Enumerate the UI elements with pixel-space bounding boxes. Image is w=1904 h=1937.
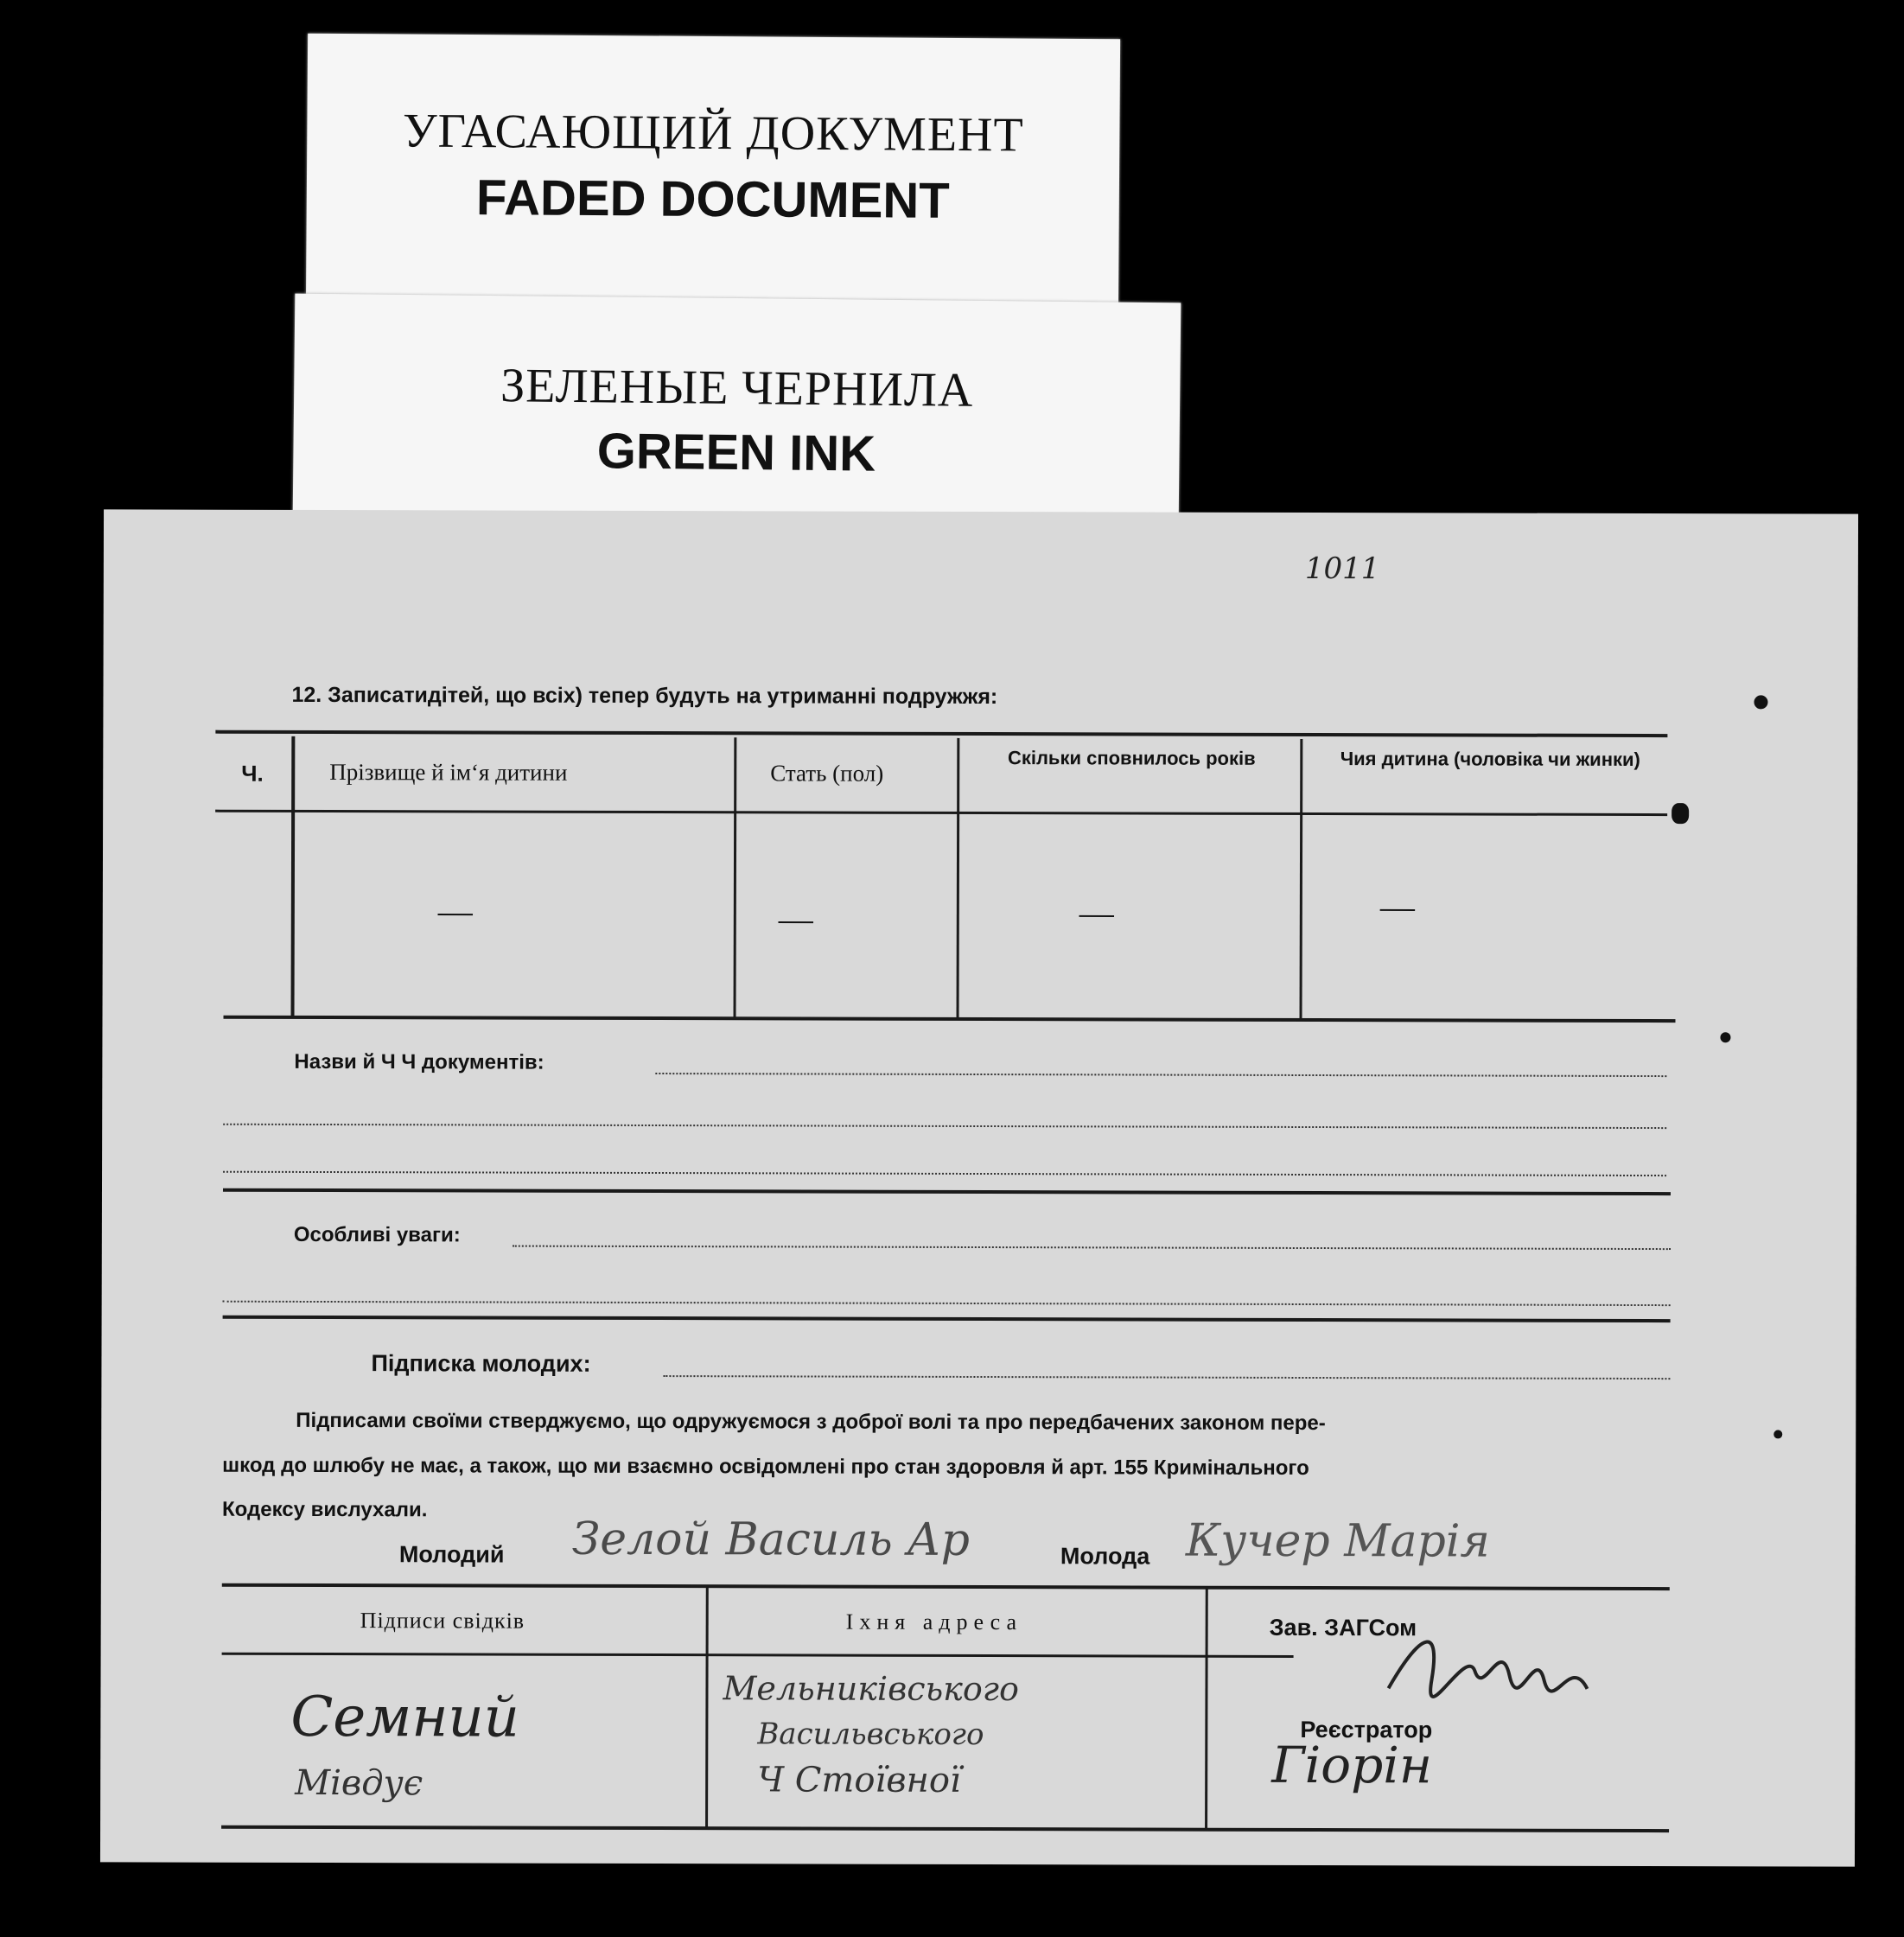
notes-line <box>223 1301 1671 1306</box>
address-line-2: Васильвського <box>757 1717 984 1753</box>
page-mark: 1011 <box>1304 551 1380 587</box>
faded-document-label-en: FADED DOCUMENT <box>475 169 950 229</box>
faded-document-label-ru: УГАСАЮЩИЙ ДОКУМЕНТ <box>402 104 1024 162</box>
witness-col-divider <box>705 1587 709 1829</box>
declaration-line-2: шкод до шлюбу не має, а також, що ми взаємно освідомлені про стан здоровля й арт. 155 Кримінального <box>222 1453 1309 1481</box>
documents-line <box>223 1124 1666 1129</box>
table-bottom-rule <box>224 1016 1676 1023</box>
groom-value: Зелой Василь Ар <box>571 1513 971 1566</box>
groom-label: Молодий <box>398 1541 505 1568</box>
table-top-rule <box>215 730 1667 737</box>
table-col-divider <box>957 738 960 1019</box>
bride-value: Кучер Марія <box>1185 1514 1490 1568</box>
table-col-divider <box>734 737 737 1018</box>
documents-label: Назви й Ч Ч документів: <box>294 1049 544 1074</box>
address-line-3: Ч Стоївної <box>757 1760 961 1800</box>
table-cell-sex: — <box>778 899 813 939</box>
table-header-whose-child: Чия дитина (чоловіка чи жинки) <box>1340 748 1640 771</box>
green-ink-label-ru: ЗЕЛЕНЫЕ ЧЕРНИЛА <box>500 359 974 417</box>
green-ink-label-card <box>293 294 1181 528</box>
table-header-child-name: Прізвище й ім‘я дитини <box>329 759 568 786</box>
table-header-sex: Стать (пол) <box>770 760 884 787</box>
signature-line <box>663 1375 1670 1379</box>
punch-hole-icon <box>1773 1430 1782 1438</box>
address-column-header: Іхня адреса <box>845 1609 1023 1635</box>
section-rule <box>223 1188 1671 1195</box>
punch-hole-icon <box>1754 695 1767 709</box>
table-col-divider <box>291 736 296 1017</box>
witness-bottom-rule <box>221 1825 1669 1832</box>
table-col-divider <box>1300 739 1303 1020</box>
green-ink-label-en: GREEN INK <box>596 423 876 482</box>
section-rule <box>223 1316 1671 1322</box>
notes-line <box>513 1246 1671 1251</box>
table-header-rule <box>215 810 1667 816</box>
documents-line <box>655 1073 1666 1077</box>
witness-signature-2: Мівдує <box>295 1762 423 1804</box>
notes-label: Особливі уваги: <box>293 1222 461 1247</box>
signature-heading: Підписка молодих: <box>371 1350 591 1377</box>
punch-hole-icon <box>1720 1032 1730 1042</box>
punch-hole-icon <box>1672 803 1689 824</box>
documents-line <box>223 1171 1666 1176</box>
table-header-age: Скільки сповнилось років <box>1007 747 1256 769</box>
witness-header-rule <box>222 1653 1294 1658</box>
witness-signature-1: Семний <box>290 1685 519 1750</box>
table-cell-age: — <box>1079 893 1114 933</box>
bride-label: Молода <box>1060 1543 1150 1570</box>
faded-document-label-card <box>306 34 1120 325</box>
declaration-line-3: Кодексу вислухали. <box>221 1497 428 1522</box>
declaration-line-1: Підписами своїми стверджуємо, що одружуємося з доброї волі та про передбачених законом пере- <box>296 1408 1326 1436</box>
witness-top-rule <box>222 1583 1670 1590</box>
address-line-1: Мельниківського <box>723 1669 1019 1709</box>
section-title: 12. Записатидітей, що всіх) тепер будуть на утриманні подружжя: <box>291 682 998 710</box>
table-cell-whose-child: — <box>1379 887 1415 927</box>
registrar-signature: Гіорін <box>1271 1735 1433 1795</box>
witness-col-divider <box>1205 1589 1208 1831</box>
witness-column-header: Підписи свідків <box>360 1608 525 1634</box>
table-cell-child-name: — <box>437 891 473 931</box>
marriage-record-sheet <box>100 509 1858 1866</box>
table-header-number: Ч. <box>241 760 264 787</box>
head-label: Зав. ЗАГСом <box>1269 1614 1417 1641</box>
registrar-label: Реєстратор <box>1300 1716 1433 1743</box>
head-signature-scribble-icon <box>1371 1610 1595 1724</box>
